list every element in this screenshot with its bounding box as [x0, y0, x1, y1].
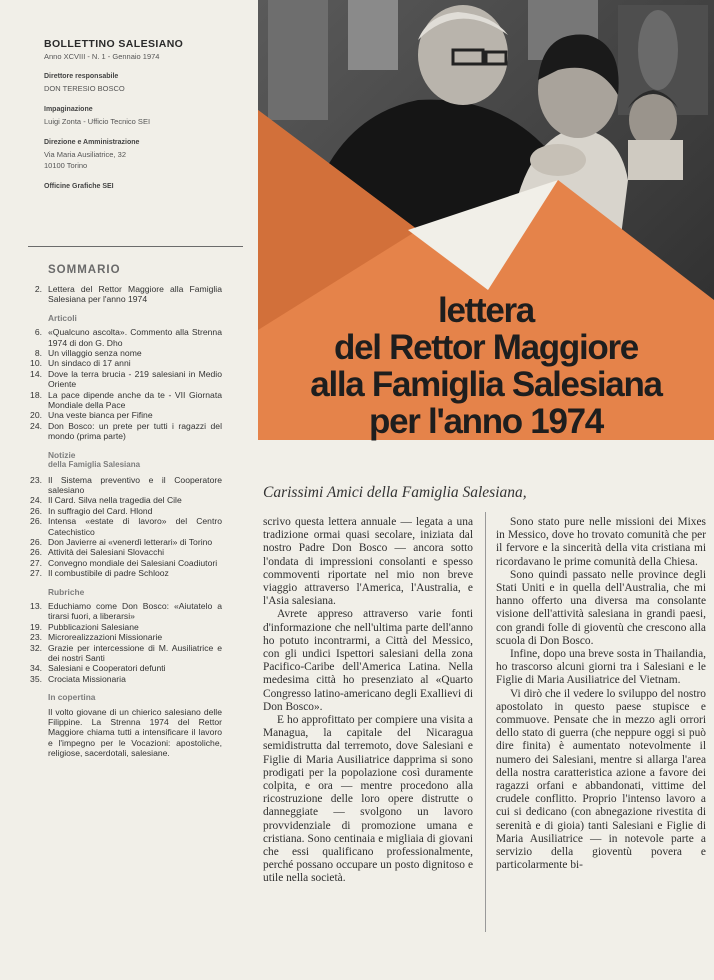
article-column-1	[263, 516, 473, 886]
toc-page: 26.	[30, 536, 42, 547]
toc-item	[22, 622, 222, 632]
toc-page: 26.	[30, 547, 42, 558]
paragraph: Infine, dopo una breve sosta in Thailandia, ho trascorso alcuni giorni tra i Salesiani e le Figlie di Maria Ausiliatrice del Vietnam.	[496, 648, 706, 687]
toc-item	[22, 358, 222, 368]
divider	[28, 246, 243, 247]
section-notizie-sub: della Famiglia Salesiana	[48, 460, 141, 470]
toc-item	[22, 390, 222, 411]
toc-page: 24.	[30, 420, 42, 431]
toc-title: Il combustibile di padre Schlooz	[48, 568, 169, 579]
toc-title: Intensa «estate di lavoro» del Centro Catechistico	[48, 516, 222, 537]
magazine-title: BOLLETTINO SALESIANO	[44, 38, 184, 50]
toc-page: 23.	[30, 632, 42, 643]
toc-item	[22, 537, 222, 547]
section-notizie: Notizie	[48, 449, 76, 460]
paragraph: E ho approfittato per compiere una visita a Managua, la capitale del Nicaragua semidistrutta dal terremoto, dove Salesiani e Figlie di Maria Ausiliatrice dapprima si sono prodigati per la popolazione così duramente colpita, e ora — mentre procedono alla ricostruzione delle loro opere distrutte o danneggiate — svolgono un lavoro provvidenziale di promozione umana e cristiana. Sono centinaia e migliaia di giovani che essi qualificano professionalmente, perché possano occupare un posto dignitoso e utile nella società.	[263, 714, 473, 885]
toc-title: Educhiamo come Don Bosco: «Aiutatelo a tirarsi fuori, a liberarsi»	[48, 600, 222, 622]
toc-title: Convegno mondiale dei Salesiani Coadiutori	[48, 557, 218, 568]
toc-item	[22, 516, 222, 537]
toc-title: Salesiani e Cooperatori defunti	[48, 663, 166, 674]
toc-articoli	[22, 327, 222, 441]
toc-page: 14.	[30, 368, 42, 379]
table-of-contents	[22, 284, 222, 759]
toc-item	[22, 663, 222, 673]
toc-title: Crociata Missionaria	[48, 673, 126, 684]
toc-page: 34.	[30, 663, 42, 674]
paragraph: Avrete appreso attraverso varie fonti d'informazione che nell'ultima parte dell'anno ho potuto incontrarmi, a Città del Messico, con gli undici Ispettori salesiani della zona Pacifico-Caribe dell'America Latina. Nella medesima città ho presenziato al «Quarto Congresso latino-americano degli Exallievi di Don Bosco».	[263, 608, 473, 713]
toc-item	[22, 506, 222, 516]
headline-line: del Rettor Maggiore	[334, 328, 638, 367]
masthead	[44, 38, 226, 190]
cover-description: Il volto giovane di un chierico salesiano delle Filippine. La Strenna 1974 del Rettor Maggiore chiama tutti a intensificare il lavoro e l'impegno per le Vocazioni: apostoliche, religiose, sacerdotali, salesiane.	[48, 706, 222, 759]
toc-page: 23.	[30, 474, 42, 485]
toc-item	[22, 284, 222, 305]
toc-page: 13.	[30, 600, 42, 611]
toc-title: Don Bosco: un prete per tutti i ragazzi del mondo (prima parte)	[48, 420, 222, 442]
toc-page: 26.	[30, 505, 42, 516]
toc-item	[22, 475, 222, 496]
toc-title: In suffragio del Card. Hlond	[48, 505, 153, 516]
toc-item	[22, 410, 222, 420]
headline-line: per l'anno 1974	[369, 402, 603, 441]
issue-line: Anno XCVIII - N. 1 - Gennaio 1974	[44, 52, 160, 61]
toc-page: 20.	[30, 410, 42, 421]
toc-title: Attività dei Salesiani Slovacchi	[48, 547, 165, 558]
toc-intro	[22, 284, 222, 305]
toc-item	[22, 568, 222, 578]
toc-page: 27.	[30, 568, 42, 579]
paragraph: Sono stato pure nelle missioni dei Mixes in Messico, dove ho trovato comunità che per il fervore e la sincerità della vita cristiana mi ricordavano le prime comunità della Chiesa.	[496, 516, 706, 568]
toc-item	[22, 348, 222, 358]
toc-title: Una veste bianca per Fifine	[48, 410, 153, 421]
toc-title: Il Card. Silva nella tragedia del Cile	[48, 495, 182, 506]
toc-rubriche	[22, 601, 222, 684]
toc-title: Lettera del Rettor Maggiore alla Famiglia Salesiana per l'anno 1974	[48, 284, 222, 305]
toc-item	[22, 421, 222, 442]
section-articoli: Articoli	[48, 312, 77, 323]
toc-page: 35.	[30, 673, 42, 684]
toc-title: La pace dipende anche da te - VII Giornata Mondiale della Pace	[48, 389, 222, 411]
toc-page: 2.	[34, 284, 42, 294]
toc-item	[22, 547, 222, 557]
salutation: Carissimi Amici della Famiglia Salesiana,	[263, 484, 527, 501]
toc-page: 6.	[34, 327, 42, 338]
toc-title: Un sindaco di 17 anni	[48, 358, 131, 369]
toc-title: Pubblicazioni Salesiane	[48, 621, 139, 632]
headline	[262, 292, 710, 440]
toc-title: Don Javierre ai «venerdì letterari» di Torino	[48, 536, 213, 547]
toc-page: 10.	[30, 358, 42, 369]
toc-notizie	[22, 475, 222, 579]
credit-direzione: Direzione e Amministrazione Via Maria Ausiliatrice, 32 10100 Torino	[44, 139, 140, 170]
toc-page: 27.	[30, 557, 42, 568]
toc-item	[22, 601, 222, 622]
credit-direttore: Direttore responsabile DON TERESIO BOSCO	[44, 73, 125, 93]
toc-page: 26.	[30, 516, 42, 527]
paragraph: scrivo questa lettera annuale — legata a una tradizione ormai quasi secolare, iniziata dal nostro Padre Don Bosco — ancora sotto l'ondata di impressioni consolanti e spesso commoventi riportate nel mio non breve viaggio attraverso l'America, l'Australia, e l'Asia salesiana.	[263, 516, 473, 608]
section-rubriche: Rubriche	[48, 586, 85, 597]
headline-line: alla Famiglia Salesiana	[310, 365, 662, 404]
toc-item	[22, 674, 222, 684]
toc-title: Grazie per intercessione di M. Ausiliatrice e dei nostri Santi	[48, 642, 222, 663]
credit-officine: Officine Grafiche SEI	[44, 183, 114, 190]
toc-item	[22, 632, 222, 642]
toc-item	[22, 495, 222, 505]
toc-page: 8.	[34, 348, 42, 359]
toc-title: Un villaggio senza nome	[48, 348, 142, 359]
toc-item	[22, 558, 222, 568]
article-column-2	[496, 516, 706, 872]
column-divider	[485, 512, 486, 932]
toc-item	[22, 327, 222, 348]
headline-line: lettera	[438, 291, 534, 330]
toc-item	[22, 643, 222, 664]
toc-title: Il Sistema preventivo e il Cooperatore salesiano	[48, 474, 222, 495]
sommario-title: SOMMARIO	[48, 264, 121, 276]
toc-page: 19.	[30, 621, 42, 632]
credit-impaginazione: Impaginazione Luigi Zonta - Ufficio Tecnico SEI	[44, 106, 151, 126]
toc-title: Dove la terra brucia - 219 salesiani in Medio Oriente	[48, 368, 222, 390]
toc-title: Microrealizzazioni Missionarie	[48, 632, 163, 643]
toc-title: «Qualcuno ascolta». Commento alla Strenna 1974 di don G. Dho	[48, 327, 222, 348]
toc-page: 24.	[30, 495, 42, 506]
toc-page: 18.	[30, 389, 42, 400]
toc-page: 32.	[30, 642, 42, 653]
paragraph: Sono quindi passato nelle province degli Stati Uniti e in quella dell'Australia, che mi hanno offerto una diversa ma consolante visione dell'attività salesiana in grandi paesi, con grandi folle di gioventù che crescono alla scuola di Don Bosco.	[496, 568, 706, 647]
section-copertina: In copertina	[48, 692, 96, 703]
toc-item	[22, 369, 222, 390]
paragraph: Vi dirò che il vedere lo sviluppo del nostro apostolato in questo paese stupisce e commuove. Pensate che in mezzo agli orrori dello stato di guerra (che neppure oggi si può dire finita) è aumentato notevolmente il numero dei Salesiani, mentre si allarga l'area della nostra caratteristica azione a favore dei ragazzi orfani e abbandonati, vittime del crudele conflitto. Proprio l'intenso lavoro a cui si dedicano (con abnegazione rivestita di serenità e di gioia) tanti Salesiani e Figlie di Maria Ausiliatrice — in notevole parte a servizio della gioventù povera e particolarmente bi-	[496, 687, 706, 872]
